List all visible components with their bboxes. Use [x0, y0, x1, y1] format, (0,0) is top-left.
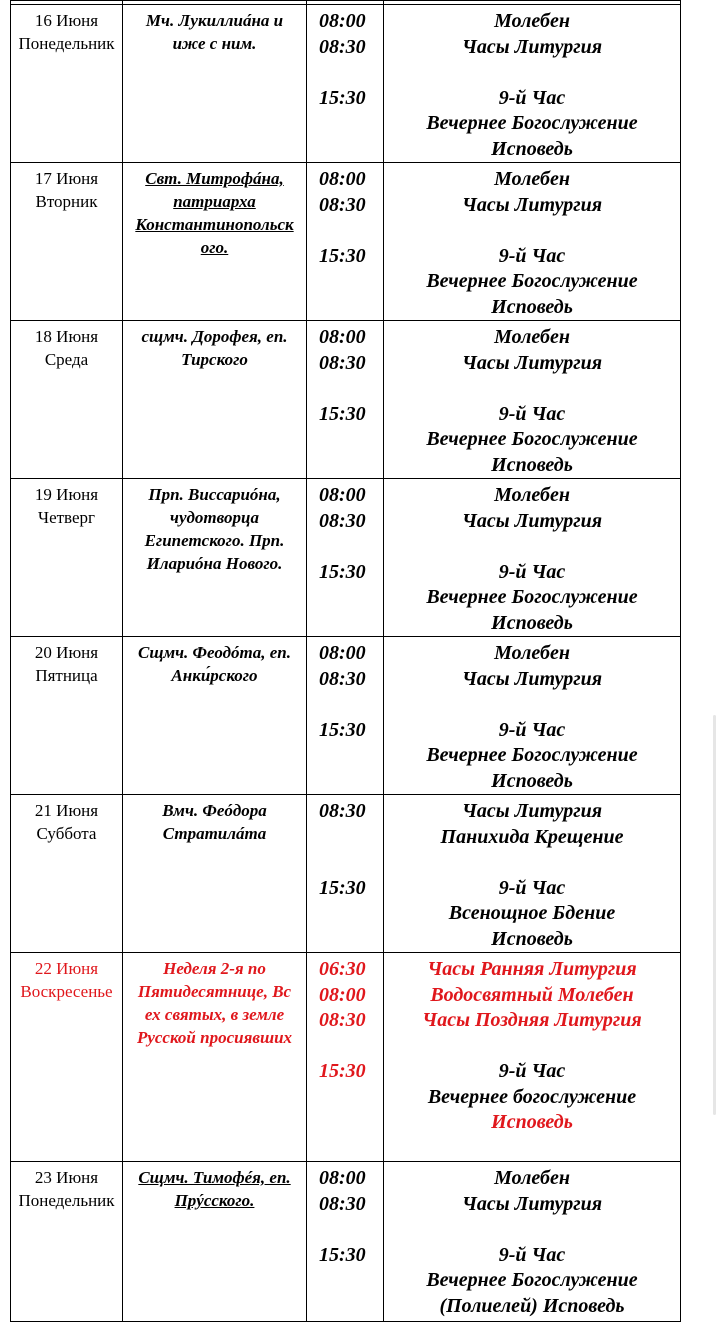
saint-line: ех святых, в земле: [144, 1005, 285, 1024]
time-spacer: [319, 1110, 383, 1136]
service-name: 9-й Час: [498, 86, 566, 109]
service-name: Молебен: [494, 484, 570, 506]
service-name: 9-й Час: [498, 718, 566, 741]
saint-line: Египетского. Прп.: [144, 531, 285, 550]
day-row: [11, 795, 681, 953]
service-spacer: [384, 692, 680, 718]
time-value: 15:30: [319, 1243, 366, 1266]
service-name: Часы Литургия: [461, 1192, 603, 1215]
time-spacer: [319, 1294, 383, 1320]
saint-line: Стратилáта: [162, 824, 267, 843]
saint-line: Анки́рского: [171, 666, 258, 685]
saint-line: патриарха: [173, 192, 256, 211]
saint-cell: [123, 5, 307, 163]
date-cell: [11, 953, 123, 1162]
scrollbar[interactable]: [713, 715, 716, 1115]
time-spacer: [319, 825, 383, 851]
time-spacer: [319, 743, 383, 769]
time-value: 08:30: [319, 1192, 366, 1215]
date-cell: [11, 479, 123, 637]
saint-cell: [123, 163, 307, 321]
service-name: Всенощное Бдение: [448, 902, 616, 924]
time-spacer: [319, 269, 383, 295]
service-spacer: [384, 534, 680, 560]
time-spacer: [319, 901, 383, 927]
time-cell: [307, 637, 384, 795]
service-name: Вечернее Богослужение: [426, 270, 638, 292]
saint-line: Константинопольск: [135, 215, 294, 234]
service-name: Часы Литургия: [461, 35, 603, 58]
service-name: 9-й Час: [498, 1060, 566, 1082]
date-label: 18 Июня: [34, 327, 99, 346]
schedule-sheet: [10, 0, 680, 1322]
service-name: (Полиелей) Исповедь: [439, 1294, 625, 1317]
weekday-label: Суббота: [36, 824, 97, 843]
time-value: 08:30: [319, 35, 366, 58]
time-cell: [307, 1162, 384, 1322]
time-value: 15:30: [319, 876, 366, 899]
time-value: 15:30: [319, 1060, 366, 1082]
service-cell: [384, 5, 681, 163]
service-cell: [384, 321, 681, 479]
time-value: 08:30: [319, 351, 366, 374]
time-spacer: [319, 1034, 383, 1060]
time-value: 08:30: [319, 193, 366, 216]
date-cell: [11, 1162, 123, 1322]
service-name: Молебен: [494, 168, 570, 190]
time-spacer: [319, 927, 383, 953]
service-name: Исповедь: [491, 1111, 573, 1133]
time-spacer: [319, 137, 383, 163]
service-cell: [384, 479, 681, 637]
service-name: Вечернее Богослужение: [426, 744, 638, 766]
service-name: Часы Литургия: [461, 800, 603, 822]
time-spacer: [319, 60, 383, 86]
time-spacer: [319, 427, 383, 453]
time-value: 15:30: [319, 244, 366, 267]
saint-cell: [123, 795, 307, 953]
service-name: Исповедь: [491, 137, 573, 160]
time-spacer: [319, 1268, 383, 1294]
time-cell: [307, 321, 384, 479]
time-spacer: [319, 769, 383, 795]
service-spacer: [384, 376, 680, 402]
time-value: 08:30: [319, 800, 366, 822]
date-label: 20 Июня: [34, 643, 99, 662]
saint-line: Вмч. Феóдора: [162, 801, 267, 820]
service-name: 9-й Час: [498, 560, 566, 583]
service-name: Молебен: [494, 10, 570, 32]
service-name: Вечернее Богослужение: [426, 112, 638, 134]
date-label: 17 Июня: [34, 169, 99, 188]
service-name: Молебен: [494, 326, 570, 348]
time-value: 06:30: [319, 958, 366, 980]
time-spacer: [319, 218, 383, 244]
service-name: Исповедь: [491, 453, 573, 476]
saint-line: Мч. Лукиллиáна и: [145, 11, 284, 30]
saint-cell: [123, 1162, 307, 1322]
time-value: 08:00: [319, 983, 366, 1006]
service-name: 9-й Час: [498, 244, 566, 267]
date-label: 21 Июня: [34, 801, 99, 820]
time-cell: [307, 479, 384, 637]
weekday-label: Четверг: [38, 508, 95, 527]
service-spacer: [384, 850, 680, 876]
time-spacer: [319, 585, 383, 611]
service-spacer: [384, 60, 680, 86]
saint-line: иже с ним.: [172, 34, 257, 53]
time-value: 08:30: [319, 1009, 366, 1031]
saint-cell: [123, 479, 307, 637]
time-spacer: [319, 850, 383, 876]
time-value: 15:30: [319, 718, 366, 741]
time-value: 08:00: [319, 484, 366, 506]
time-cell: [307, 795, 384, 953]
time-spacer: [319, 453, 383, 479]
time-spacer: [319, 1085, 383, 1111]
saint-line: Прýсского.: [174, 1191, 255, 1210]
day-row: [11, 5, 681, 163]
service-cell: [384, 795, 681, 953]
date-cell: [11, 795, 123, 953]
weekday-label: Воскресенье: [20, 982, 113, 1001]
service-name: Молебен: [494, 1167, 570, 1189]
time-value: 08:00: [319, 326, 366, 348]
weekday-label: Понедельник: [18, 34, 115, 53]
service-name: Исповедь: [491, 927, 573, 950]
saint-line: Пятидесятнице, Вс: [137, 982, 292, 1001]
saint-line: ого.: [200, 238, 229, 257]
saint-line: Прп. Виссариóна,: [148, 485, 281, 504]
saint-line: сщмч. Дорофея, еп.: [141, 327, 288, 346]
day-row: [11, 321, 681, 479]
weekday-label: Вторник: [35, 192, 98, 211]
date-cell: [11, 321, 123, 479]
saint-cell: [123, 637, 307, 795]
service-name: Исповедь: [491, 611, 573, 634]
service-name: Исповедь: [491, 295, 573, 318]
time-spacer: [319, 111, 383, 137]
weekday-label: Понедельник: [18, 1191, 115, 1210]
time-spacer: [319, 295, 383, 321]
saint-line: Тирского: [181, 350, 248, 369]
saint-line: чудотворца: [170, 508, 259, 527]
service-cell: [384, 953, 681, 1162]
time-cell: [307, 953, 384, 1162]
day-row: [11, 637, 681, 795]
service-cell: [384, 1162, 681, 1322]
time-value: 15:30: [319, 86, 366, 109]
time-value: 08:00: [319, 1167, 366, 1189]
time-spacer: [319, 1136, 383, 1162]
weekday-label: Пятница: [35, 666, 98, 685]
saint-line: Русской просиявших: [136, 1028, 293, 1047]
date-label: 16 Июня: [34, 11, 99, 30]
saint-line: Сщмч. Феодóта, еп.: [137, 643, 292, 662]
service-name: Часы Литургия: [461, 509, 603, 532]
date-label: 22 Июня: [34, 959, 99, 978]
service-spacer: [384, 1217, 680, 1243]
time-spacer: [319, 692, 383, 718]
service-name: Часы Ранняя Литургия: [427, 958, 637, 980]
time-value: 08:00: [319, 10, 366, 32]
service-name: Панихида Крещение: [440, 825, 624, 848]
day-row: [11, 479, 681, 637]
date-label: 23 Июня: [34, 1168, 99, 1187]
service-spacer: [384, 1034, 680, 1060]
service-name: Часы Литургия: [461, 193, 603, 216]
schedule-table: [10, 0, 681, 1322]
service-name: Молебен: [494, 642, 570, 664]
day-row: [11, 953, 681, 1162]
date-label: 19 Июня: [34, 485, 99, 504]
weekday-label: Среда: [44, 350, 89, 369]
service-name: Часы Литургия: [461, 351, 603, 374]
service-name: 9-й Час: [498, 402, 566, 425]
service-name: Вечернее Богослужение: [426, 428, 638, 450]
time-value: 08:00: [319, 642, 366, 664]
saint-line: Свт. Митрофáна,: [145, 169, 284, 188]
time-value: 15:30: [319, 560, 366, 583]
saint-line: Неделя 2-я по: [163, 959, 266, 978]
time-value: 15:30: [319, 402, 366, 425]
day-row: [11, 1162, 681, 1322]
time-spacer: [319, 611, 383, 637]
time-spacer: [319, 534, 383, 560]
saint-line: Сщмч. Тимофéя, еп.: [138, 1168, 291, 1187]
time-cell: [307, 163, 384, 321]
service-name: Часы Литургия: [461, 667, 603, 690]
time-cell: [307, 5, 384, 163]
saint-cell: [123, 953, 307, 1162]
date-cell: [11, 163, 123, 321]
date-cell: [11, 5, 123, 163]
service-name: Исповедь: [491, 769, 573, 792]
service-cell: [384, 163, 681, 321]
service-spacer: [384, 218, 680, 244]
service-name: Водосвятный Молебен: [430, 983, 634, 1006]
service-name: Вечернее богослужение: [427, 1085, 637, 1108]
time-value: 08:30: [319, 667, 366, 690]
time-spacer: [319, 1217, 383, 1243]
saint-line: Илариóна Нового.: [146, 554, 283, 573]
service-name: 9-й Час: [498, 1243, 566, 1266]
time-value: 08:00: [319, 168, 366, 190]
time-value: 08:30: [319, 509, 366, 532]
service-name: Вечернее Богослужение: [426, 586, 638, 608]
time-spacer: [319, 376, 383, 402]
day-row: [11, 163, 681, 321]
service-name: 9-й Час: [498, 876, 566, 899]
saint-cell: [123, 321, 307, 479]
service-cell: [384, 637, 681, 795]
service-name: Вечернее Богослужение: [426, 1269, 638, 1291]
service-name: Часы Поздняя Литургия: [422, 1009, 642, 1031]
date-cell: [11, 637, 123, 795]
